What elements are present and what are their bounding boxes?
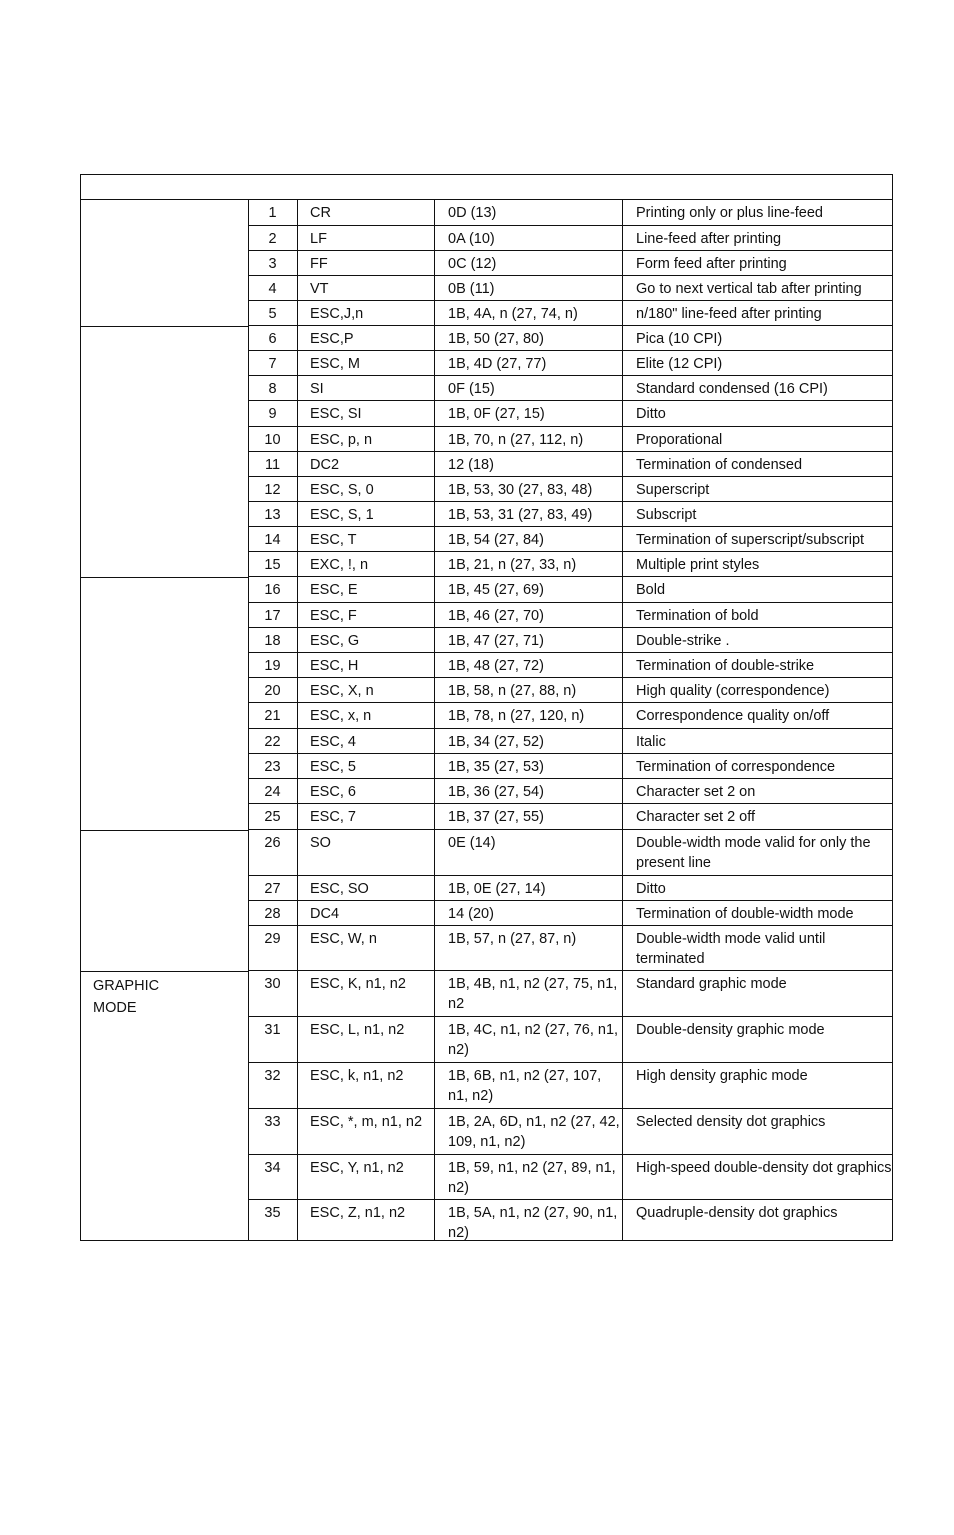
hex-decimal-value: 1B, 57, n (27, 87, n) [448,931,577,947]
table-row [248,1017,892,1063]
function-description: Termination of condensed [636,457,803,473]
row-number: 19 [264,658,281,674]
row-number: 15 [264,557,281,573]
row-number: 31 [264,1022,281,1038]
group-divider [81,577,248,578]
row-number: 7 [268,356,277,372]
function-description: Subscript [636,507,697,523]
hex-decimal-value: 1B, 45 (27, 69) [448,582,544,598]
hex-decimal-value: 1B, 58, n (27, 88, n) [448,683,577,699]
hex-decimal-value: 0E (14) [448,835,496,851]
hex-decimal-value: 1B, 6B, n1, n2 (27, 107, n1, n2) [448,1068,602,1104]
function-description: Line-feed after printing [636,231,782,247]
control-code: ESC, E [310,582,358,598]
hex-decimal-value: 1B, 50 (27, 80) [448,331,544,347]
row-number: 6 [268,331,277,347]
row-number: 16 [264,582,281,598]
group-divider [81,326,248,327]
hex-decimal-value: 1B, 53, 31 (27, 83, 49) [448,507,593,523]
control-code: ESC, W, n [310,931,377,947]
row-number: 17 [264,608,281,624]
function-description: Termination of correspondence [636,759,836,775]
row-number: 20 [264,683,281,699]
hex-decimal-value: 1B, 36 (27, 54) [448,784,544,800]
control-code: ESC,J,n [310,306,364,322]
row-number: 1 [268,205,277,221]
table-row [248,1155,892,1200]
function-description: Bold [636,582,666,598]
group-divider [81,830,248,831]
row-number: 23 [264,759,281,775]
table-row [248,200,892,226]
hex-decimal-value: 14 (20) [448,906,494,922]
row-number: 25 [264,809,281,825]
hex-decimal-value: 1B, 54 (27, 84) [448,532,544,548]
hex-decimal-value: 12 (18) [448,457,494,473]
hex-decimal-value: 0C (12) [448,256,497,272]
function-description: Superscript [636,482,710,498]
function-description: Pica (10 CPI) [636,331,723,347]
group-label-graphic-mode: GRAPHIC MODE [93,978,160,1016]
table-row [248,926,892,971]
control-code: ESC, H [310,658,359,674]
table-row [248,226,892,251]
table-row [248,301,892,326]
function-description: Elite (12 CPI) [636,356,723,372]
row-number: 18 [264,633,281,649]
row-number: 22 [264,734,281,750]
row-number: 30 [264,976,281,992]
row-number: 26 [264,835,281,851]
table-row [248,527,892,552]
table-row [248,628,892,653]
function-description: Go to next vertical tab after printing [636,281,862,297]
table-row [248,577,892,603]
table-row [248,901,892,926]
table-row [248,779,892,804]
hex-decimal-value: 1B, 70, n (27, 112, n) [448,432,584,448]
function-description: Termination of bold [636,608,759,624]
hex-decimal-value: 1B, 47 (27, 71) [448,633,544,649]
control-code: ESC, 7 [310,809,356,825]
control-code: CR [310,205,331,221]
hex-decimal-value: 1B, 59, n1, n2 (27, 89, n1, n2) [448,1160,616,1196]
control-code: SO [310,835,331,851]
function-description: n/180" line-feed after printing [636,306,822,322]
row-number: 12 [264,482,281,498]
hex-decimal-value: 1B, 53, 30 (27, 83, 48) [448,482,593,498]
hex-decimal-value: 1B, 0F (27, 15) [448,406,545,422]
function-description: Double-width mode valid until terminated [636,931,826,967]
hex-decimal-value: 1B, 21, n (27, 33, n) [448,557,577,573]
row-number: 29 [264,931,281,947]
hex-decimal-value: 0B (11) [448,281,495,297]
control-code: ESC, F [310,608,357,624]
control-code: ESC, G [310,633,360,649]
hex-decimal-value: 1B, 37 (27, 55) [448,809,544,825]
table-row [248,276,892,301]
row-number: 4 [268,281,277,297]
row-number: 33 [264,1114,281,1130]
function-description: Correspondence quality on/off [636,708,830,724]
row-number: 2 [268,231,277,247]
row-number: 35 [264,1205,281,1221]
hex-decimal-value: 1B, 0E (27, 14) [448,881,546,897]
table-row [248,427,892,452]
control-code: ESC, Z, n1, n2 [310,1205,406,1221]
control-code: ESC, T [310,532,357,548]
function-description: Form feed after printing [636,256,787,272]
hex-decimal-value: 0A (10) [448,231,495,247]
table-row [248,703,892,729]
control-code: ESC, K, n1, n2 [310,976,406,992]
hex-decimal-value: 0D (13) [448,205,497,221]
function-description: Termination of double-strike [636,658,815,674]
group-divider [81,971,248,972]
table-row [248,603,892,628]
row-number: 11 [264,457,281,473]
table-row [248,804,892,830]
function-description: Quadruple-density dot graphics [636,1205,838,1221]
table-row [248,653,892,678]
table-row [248,452,892,477]
control-code: ESC, 6 [310,784,356,800]
control-code: ESC, Y, n1, n2 [310,1160,404,1176]
control-code: ESC, 4 [310,734,356,750]
row-number: 32 [264,1068,281,1084]
hex-decimal-value: 1B, 4C, n1, n2 (27, 76, n1, n2) [448,1022,619,1058]
hex-decimal-value: 1B, 5A, n1, n2 (27, 90, n1, n2) [448,1205,618,1241]
row-number: 28 [264,906,281,922]
table-row [248,754,892,779]
control-code: ESC, S, 0 [310,482,374,498]
row-number: 8 [268,381,277,397]
control-code: ESC, X, n [310,683,374,699]
function-description: High-speed double-density dot graphics [636,1160,892,1176]
control-code: ESC, p, n [310,432,373,448]
table-row [248,1200,892,1240]
row-number: 27 [264,881,281,897]
control-code-table [80,174,893,1241]
function-description: Multiple print styles [636,557,760,573]
function-description: Ditto [636,406,666,422]
function-description: High density graphic mode [636,1068,808,1084]
control-code: DC4 [310,906,340,922]
function-description: Proporational [636,432,723,448]
function-description: Selected density dot graphics [636,1114,826,1130]
control-code: ESC, SO [310,881,369,897]
table-row [248,326,892,351]
row-number: 9 [268,406,277,422]
control-code: ESC, *, m, n1, n2 [310,1114,423,1130]
hex-decimal-value: 1B, 35 (27, 53) [448,759,544,775]
function-description: Termination of double-width mode [636,906,854,922]
table-row [248,376,892,401]
function-description: Ditto [636,881,666,897]
row-number: 24 [264,784,281,800]
hex-decimal-value: 1B, 48 (27, 72) [448,658,544,674]
control-code: ESC, x, n [310,708,372,724]
hex-decimal-value: 1B, 4A, n (27, 74, n) [448,306,578,322]
row-number: 10 [264,432,281,448]
control-code: ESC,P [310,331,354,347]
row-number: 5 [268,306,277,322]
table-row [248,678,892,703]
function-description: Termination of superscript/subscript [636,532,865,548]
function-description: Character set 2 on [636,784,756,800]
function-description: Double-density graphic mode [636,1022,825,1038]
control-code: EXC, !, n [310,557,369,573]
table-row [248,477,892,502]
function-description: Printing only or plus line-feed [636,205,823,221]
function-description: Character set 2 off [636,809,756,825]
hex-decimal-value: 1B, 2A, 6D, n1, n2 (27, 42, 109, n1, n2) [448,1114,620,1150]
control-code: ESC, SI [310,406,362,422]
hex-decimal-value: 1B, 46 (27, 70) [448,608,544,624]
table-row [248,729,892,754]
hex-decimal-value: 1B, 78, n (27, 120, n) [448,708,585,724]
table-row [248,1109,892,1155]
hex-decimal-value: 1B, 4D (27, 77) [448,356,547,372]
table-row [248,1063,892,1109]
control-code: LF [310,231,327,247]
function-description: Standard graphic mode [636,976,787,992]
control-code: ESC, M [310,356,360,372]
table-row [248,351,892,376]
table-row [248,251,892,276]
table-row [248,830,892,876]
row-number: 3 [268,256,277,272]
table-header-row [81,175,892,200]
function-description: High quality (correspondence) [636,683,830,699]
control-code: ESC, L, n1, n2 [310,1022,405,1038]
control-code: ESC, S, 1 [310,507,374,523]
hex-decimal-value: 0F (15) [448,381,495,397]
hex-decimal-value: 1B, 34 (27, 52) [448,734,544,750]
control-code: FF [310,256,328,272]
row-number: 13 [264,507,281,523]
table-row [248,971,892,1017]
row-number: 21 [264,708,281,724]
function-description: Standard condensed (16 CPI) [636,381,828,397]
table-row [248,502,892,527]
hex-decimal-value: 1B, 4B, n1, n2 (27, 75, n1, n2 [448,976,618,1012]
control-code: VT [310,281,329,297]
control-code: ESC, 5 [310,759,356,775]
control-code: ESC, k, n1, n2 [310,1068,404,1084]
control-code: DC2 [310,457,340,473]
row-number: 34 [264,1160,281,1176]
function-description: Double-strike . [636,633,730,649]
row-number: 14 [264,532,281,548]
table-row [248,401,892,427]
table-row [248,876,892,901]
function-description: Double-width mode valid for only the present line [636,835,871,871]
function-description: Italic [636,734,666,750]
control-code: SI [310,381,324,397]
table-row [248,552,892,577]
